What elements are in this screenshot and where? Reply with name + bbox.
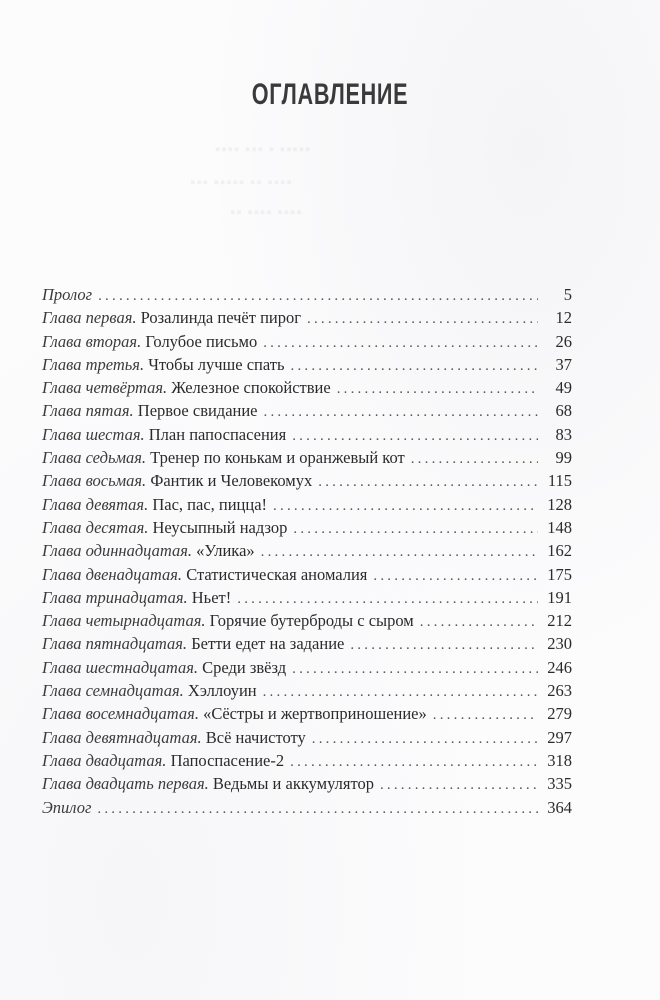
chapter-label: Глава двадцать первая. [42,774,209,794]
chapter-label: Глава восемнадцатая. [42,704,199,724]
toc-entry[interactable] [42,679,572,702]
dot-leader [350,634,538,657]
page-number: 162 [547,541,572,561]
dot-leader [98,285,538,308]
toc-entry[interactable] [42,306,572,329]
page-number: 246 [547,657,572,677]
dot-leader [292,658,538,681]
dot-leader [373,565,538,588]
page-number: 335 [547,774,572,794]
chapter-title: Голубое письмо [141,331,258,351]
bleed-through-text: ▪▪▪▪ ▪▪▪ ▪ ▪▪▪▪▪ [215,142,312,158]
chapter-label: Эпилог [42,797,92,817]
dot-leader [263,332,538,355]
toc-entry[interactable] [42,632,572,655]
chapter-label: Глава пятнадцатая. [42,634,188,654]
chapter-label: Глава вторая. [42,331,142,351]
toc-entry[interactable] [42,516,572,539]
toc-entry[interactable] [42,749,572,772]
toc-entry[interactable] [42,399,572,422]
page-number: 364 [547,797,572,817]
chapter-label: Глава одиннадцатая. [42,541,193,561]
table-of-contents [42,283,572,819]
toc-entry[interactable] [42,376,572,399]
page-number: 175 [547,564,572,584]
dot-leader [312,728,538,751]
chapter-label: Глава первая. [42,308,137,328]
dot-leader [237,588,538,611]
page-number: 297 [547,727,572,747]
chapter-title: Горячие бутерброды с сыром [205,611,414,631]
dot-leader [337,378,538,401]
page-number: 318 [547,750,572,770]
bleed-through-text: ▪▪▪ ▪▪▪▪▪ ▪▪ ▪▪▪▪ [190,175,293,191]
page-title: ОГЛАВЛЕНИЕ [251,78,409,111]
toc-entry[interactable] [42,469,572,492]
chapter-title: Ведьмы и аккумулятор [208,774,374,794]
dot-leader [263,681,538,704]
dot-leader [307,308,538,331]
page-number: 115 [547,471,572,491]
chapter-label: Глава семнадцатая. [42,681,184,701]
toc-entry[interactable] [42,796,572,819]
page-number: 148 [547,517,572,537]
chapter-title: Первое свидание [133,401,258,421]
chapter-label: Глава восьмая. [42,471,147,491]
chapter-title: Хэллоуин [183,681,257,701]
chapter-title: Фантик и Человекомух [146,471,313,491]
chapter-title: Бетти едет на задание [187,634,345,654]
dot-leader [97,798,538,821]
dot-leader [380,774,538,797]
toc-entry[interactable] [42,539,572,562]
chapter-label: Глава девятая. [42,494,149,514]
page-number: 230 [547,634,572,654]
chapter-label: Глава десятая. [42,517,149,537]
chapter-title: Папоспасение-2 [166,750,285,770]
chapter-label: Глава тринадцатая. [42,587,188,607]
toc-entry[interactable] [42,423,572,446]
page-number: 26 [555,331,572,351]
chapter-label: Глава девятнадцатая. [42,727,202,747]
dot-leader [290,751,538,774]
dot-leader [318,471,538,494]
chapter-title: Пас, пас, пицца! [148,494,268,514]
toc-entry[interactable] [42,656,572,679]
dot-leader [420,611,538,634]
page-number: 212 [547,611,572,631]
dot-leader [261,541,538,564]
toc-entry[interactable] [42,609,572,632]
dot-leader [273,495,538,518]
dot-leader [292,425,538,448]
chapter-label: Глава двенадцатая. [42,564,183,584]
chapter-label: Глава седьмая. [42,448,147,468]
toc-entry[interactable] [42,493,572,516]
chapter-label: Глава третья. [42,354,145,374]
chapter-title: Тренер по конькам и оранжевый кот [146,448,405,468]
chapter-label: Глава шестнадцатая. [42,657,199,677]
dot-leader [411,448,538,471]
toc-entry[interactable] [42,353,572,376]
page-number: 128 [547,494,572,514]
page-number: 68 [555,401,572,421]
page-number: 49 [555,378,572,398]
toc-entry[interactable] [42,563,572,586]
chapter-title: Статистическая аномалия [182,564,368,584]
page-number: 5 [563,285,572,304]
chapter-label: Глава четырнадцатая. [42,611,206,631]
chapter-title: Чтобы лучше спать [144,354,285,374]
page-number: 12 [555,308,572,328]
chapter-title: План папоспасения [144,424,287,444]
toc-entry[interactable] [42,446,572,469]
chapter-label: Глава шестая. [42,424,145,444]
page-number: 279 [547,704,572,724]
dot-leader [433,704,538,727]
toc-entry[interactable] [42,772,572,795]
dot-leader [293,518,538,541]
chapter-label: Пролог [42,285,93,304]
page-number: 37 [555,354,572,374]
page-number: 99 [555,448,572,468]
chapter-title: «Улика» [192,541,255,561]
chapter-title: Среди звёзд [198,657,287,677]
dot-leader [291,355,539,378]
chapter-title: «Сёстры и жертвоприношение» [198,704,427,724]
chapter-title: Всё начистоту [201,727,306,747]
bleed-through-text: ▪▪ ▪▪▪▪ ▪▪▪▪ [230,205,303,221]
toc-entry[interactable] [42,586,572,609]
chapter-title: Розалинда печёт пирог [136,308,301,328]
page-number: 263 [547,681,572,701]
chapter-title: Неусыпный надзор [148,517,288,537]
toc-entry[interactable] [42,726,572,749]
dot-leader [264,401,538,424]
chapter-label: Глава пятая. [42,401,134,421]
toc-entry[interactable] [42,330,572,353]
page-number: 83 [555,424,572,444]
chapter-label: Глава четвёртая. [42,378,168,398]
toc-entry[interactable] [42,702,572,725]
toc-entry[interactable] [42,283,572,306]
page-number: 191 [547,587,572,607]
chapter-title: Ньет! [187,587,232,607]
chapter-label: Глава двадцатая. [42,750,167,770]
chapter-title: Железное спокойствие [167,378,331,398]
